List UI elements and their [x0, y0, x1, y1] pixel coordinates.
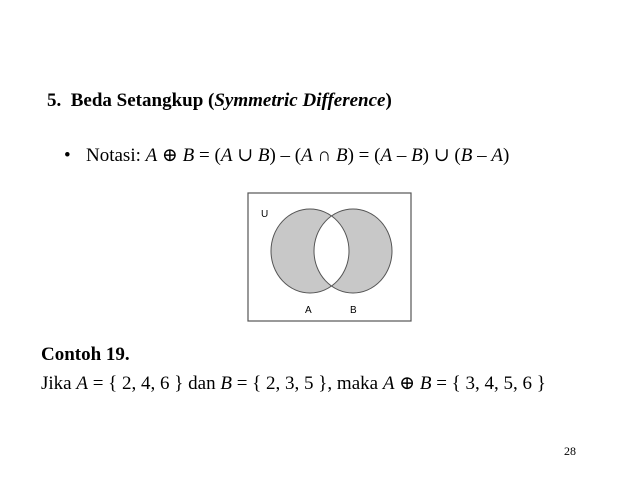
- example-statement: [41, 372, 546, 395]
- heading-text-start: Beda Setangkup (: [70, 90, 215, 111]
- formula-part: ): [502, 145, 510, 166]
- section-number: 5.: [47, 90, 62, 111]
- heading-text-italic: Symmetric Difference: [214, 90, 386, 111]
- formula-part: = (: [194, 145, 221, 166]
- formula-part: B: [182, 145, 195, 166]
- universe-label: U: [261, 209, 269, 220]
- formula-part: ) = (: [347, 145, 381, 166]
- set-a-label: A: [305, 305, 312, 316]
- formula-part: –: [472, 145, 492, 166]
- formula-part: A: [301, 145, 313, 166]
- formula-part: ) – (: [269, 145, 302, 166]
- venn-diagram: [247, 192, 412, 322]
- bullet-icon: •: [64, 145, 71, 166]
- formula-part: B: [257, 145, 270, 166]
- example-title: Contoh 19.: [41, 344, 130, 365]
- page-number: 28: [564, 444, 576, 458]
- heading-text-end: ): [385, 90, 392, 111]
- notation-label: Notasi:: [86, 145, 146, 166]
- statement-part: A: [76, 373, 88, 394]
- statement-part: Jika: [41, 373, 77, 394]
- formula-part: A: [145, 145, 158, 166]
- formula-part: ∩: [312, 145, 336, 166]
- formula-part: A: [220, 145, 233, 166]
- formula-part: ∪: [232, 145, 258, 166]
- statement-part: = { 2, 4, 6 } dan: [87, 373, 221, 394]
- formula-part: A: [491, 145, 503, 166]
- statement-part: B: [419, 373, 432, 394]
- formula-part: B: [335, 145, 348, 166]
- notation-line: [64, 144, 509, 167]
- notation-formula: [146, 145, 510, 166]
- statement-part: B: [220, 373, 232, 394]
- formula-part: –: [392, 145, 412, 166]
- formula-part: ) ∪ (: [422, 145, 461, 166]
- set-b-label: B: [350, 305, 357, 316]
- statement-part: ⊕: [394, 373, 420, 394]
- section-heading: [47, 90, 392, 112]
- formula-part: B: [460, 145, 473, 166]
- statement-part: = { 2, 3, 5 }, maka: [231, 373, 383, 394]
- statement-part: A: [382, 373, 395, 394]
- formula-part: A: [380, 145, 393, 166]
- formula-part: B: [411, 145, 423, 166]
- formula-part: ⊕: [157, 145, 183, 166]
- statement-part: = { 3, 4, 5, 6 }: [431, 373, 546, 394]
